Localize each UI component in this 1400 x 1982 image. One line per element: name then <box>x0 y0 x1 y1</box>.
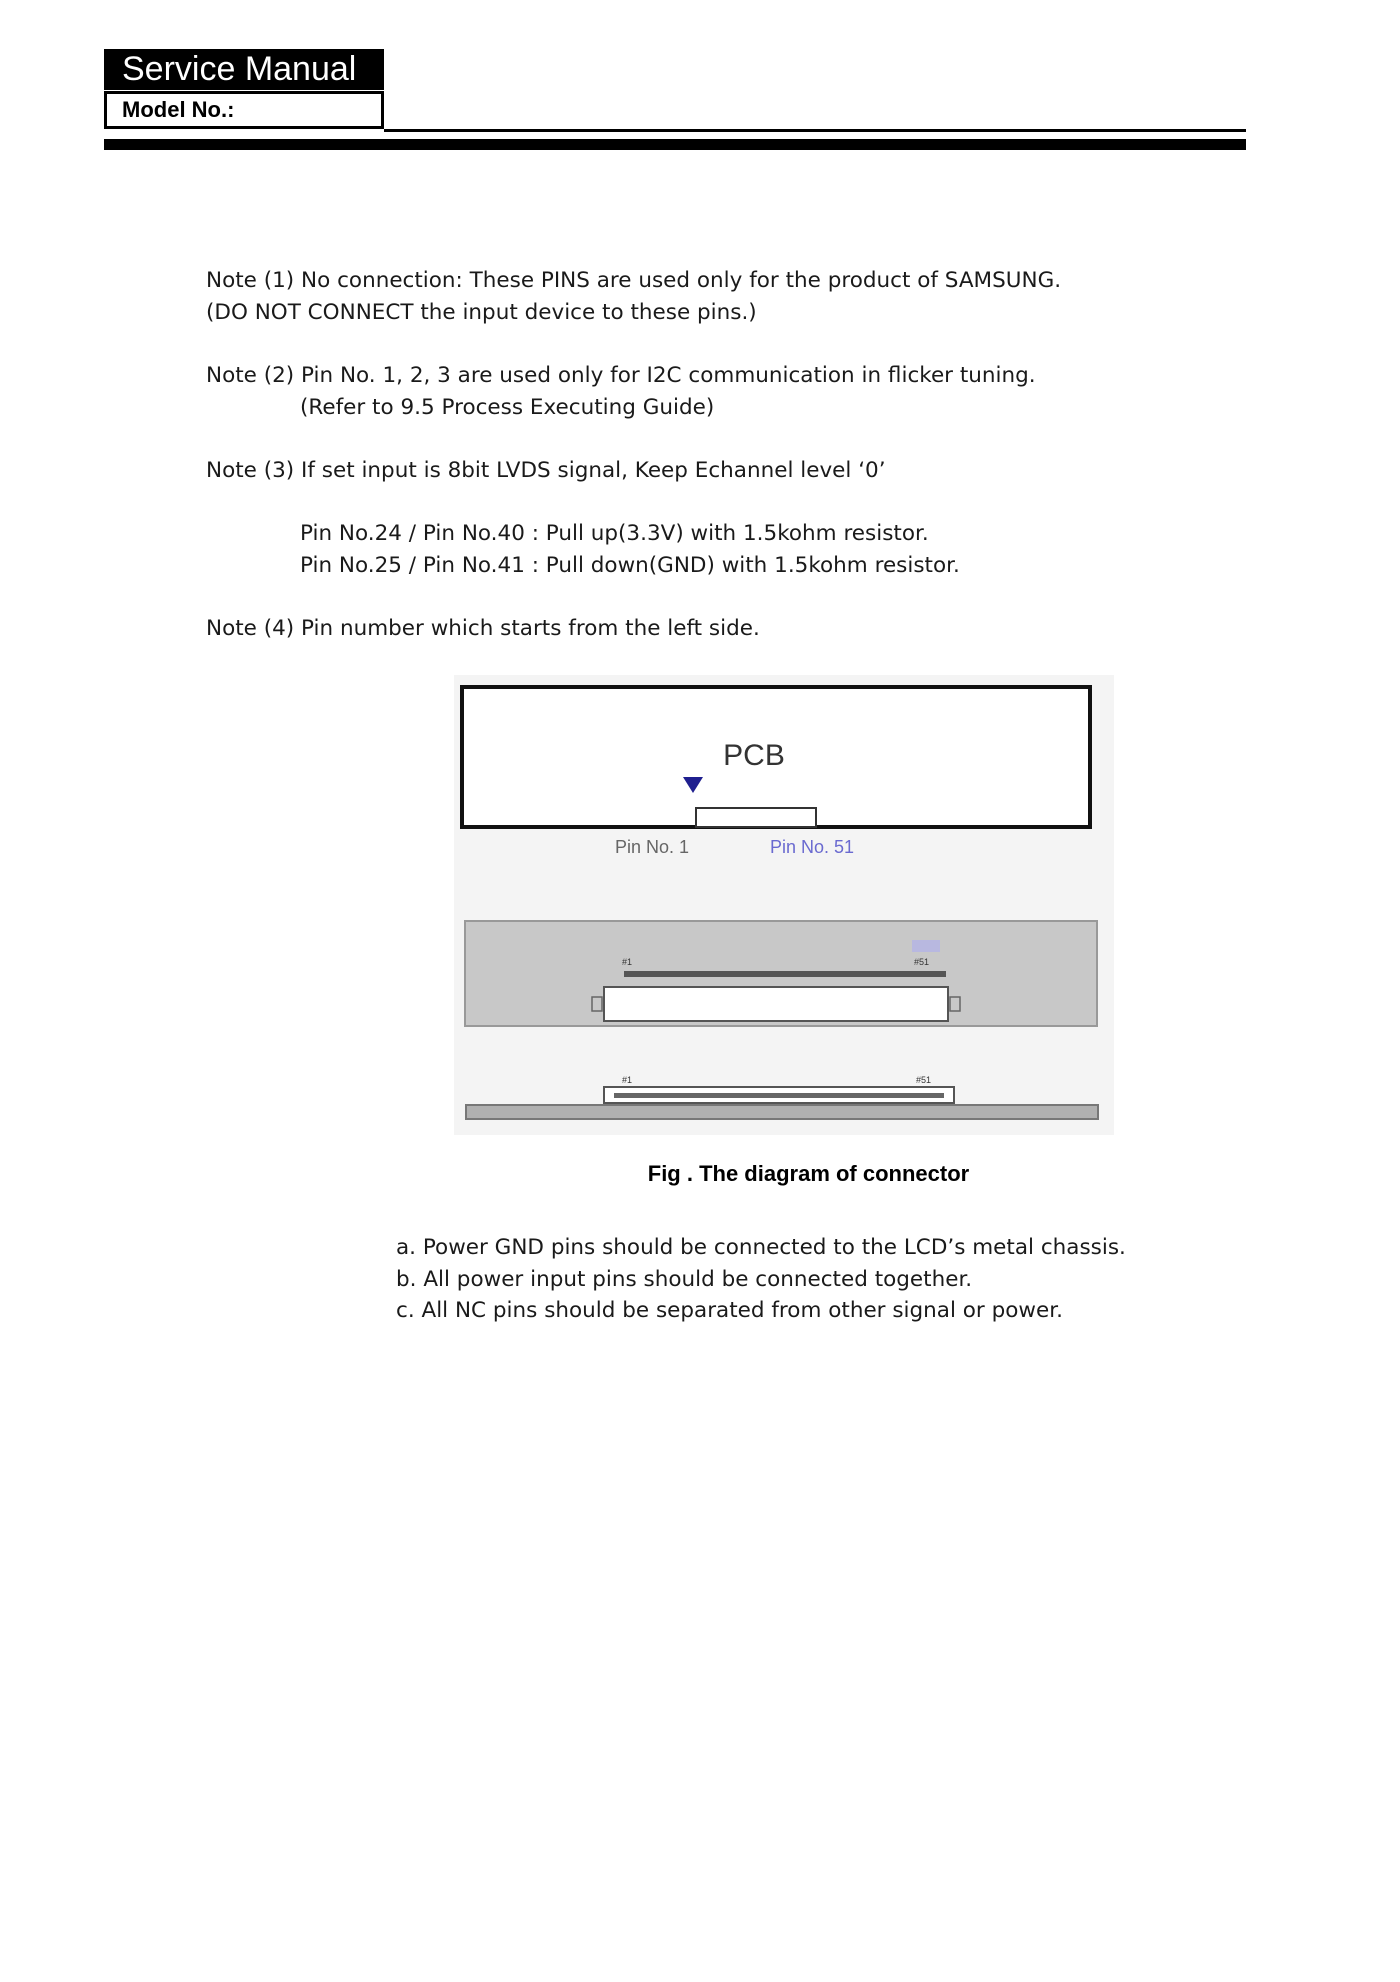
requirement-a: a. Power GND pins should be connected to the LCD’s metal chassis. <box>396 1235 1126 1260</box>
model-number-label: Model No.: <box>104 91 384 129</box>
requirement-c: c. All NC pins should be separated from other signal or power. <box>396 1298 1063 1323</box>
note-1-line-2: (DO NOT CONNECT the input device to these pins.) <box>206 300 757 325</box>
pcb-label: PCB <box>723 739 785 772</box>
header-rule-thick <box>104 139 1246 150</box>
side-pin-mark-first: #1 <box>622 1075 633 1085</box>
note-3-line-2: Pin No.24 / Pin No.40 : Pull up(3.3V) with 1.5kohm resistor. <box>300 521 929 546</box>
note-4-line-1: Note (4) Pin number which starts from the left side. <box>206 616 760 641</box>
front-pin-row <box>624 971 946 977</box>
side-pin-mark-last: #51 <box>916 1075 932 1085</box>
requirement-b: b. All power input pins should be connected together. <box>396 1267 973 1292</box>
pcb-connector <box>696 808 816 827</box>
pin-last-label: Pin No. 51 <box>770 837 855 857</box>
note-1-line-1: Note (1) No connection: These PINS are used only for the product of SAMSUNG. <box>206 268 1062 293</box>
header-title: Service Manual <box>104 49 384 90</box>
pin-first-label: Pin No. 1 <box>615 837 690 857</box>
note-3-line-1: Note (3) If set input is 8bit LVDS signal, Keep Echannel level ‘0’ <box>206 458 886 483</box>
connector-diagram <box>454 675 1114 1135</box>
front-pin-mark-first: #1 <box>622 957 633 967</box>
note-2-line-1: Note (2) Pin No. 1, 2, 3 are used only for I2C communication in flicker tuning. <box>206 363 1036 388</box>
connector-side-base <box>466 1105 1098 1119</box>
side-pin-row <box>614 1093 944 1098</box>
connector-body <box>604 987 948 1021</box>
front-pin-mark-last: #51 <box>914 957 930 967</box>
pin-last-highlight <box>912 940 940 952</box>
figure-caption: Fig . The diagram of connector <box>647 1161 970 1186</box>
note-3-line-3: Pin No.25 / Pin No.41 : Pull down(GND) with 1.5kohm resistor. <box>300 553 960 578</box>
header-rule-thin <box>384 129 1246 132</box>
note-2-line-2: (Refer to 9.5 Process Executing Guide) <box>300 395 715 420</box>
